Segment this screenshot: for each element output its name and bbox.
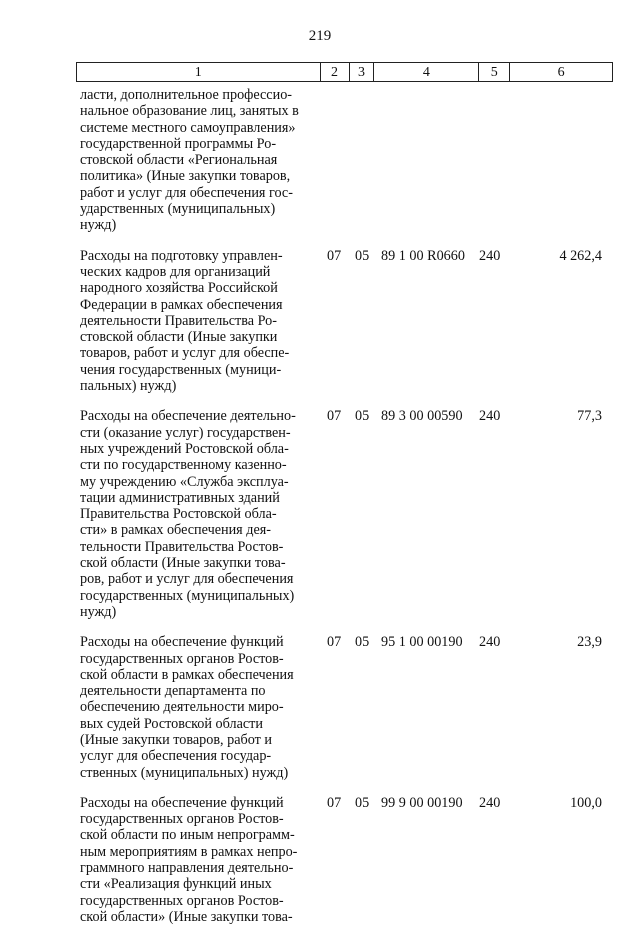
description-line: нужд)	[80, 217, 117, 234]
description-line: нальное образование лиц, занятых в	[80, 103, 299, 120]
description-line: ным мероприятиям в рамках непро-	[80, 843, 298, 860]
amount: 77,3	[577, 408, 602, 425]
target-article-code: 89 3 00 00590	[381, 408, 463, 425]
amount: 23,9	[577, 634, 602, 651]
description-line: сти (оказание услуг) государствен-	[80, 424, 291, 441]
description-line: ской области в рамках обеспечения	[80, 666, 294, 683]
row-description	[80, 408, 315, 620]
table-header	[76, 62, 613, 82]
description-line: граммного направления деятельно-	[80, 860, 294, 877]
column-header-4: 4	[374, 63, 479, 81]
description-line: ской области по иным непрограмм-	[80, 827, 295, 844]
expense-type-code: 240	[479, 794, 501, 811]
target-article-code	[381, 87, 479, 234]
description-line: Расходы на обеспечение функций	[80, 794, 284, 811]
table-row	[80, 248, 620, 395]
expense-type-code: 240	[479, 247, 501, 264]
description-line: ской области (Иные закупки това-	[80, 555, 286, 572]
table-row	[80, 795, 620, 925]
description-line: работ и услуг для обеспечения гос-	[80, 184, 293, 201]
description-line: Расходы на обеспечение деятельно-	[80, 408, 296, 425]
table-body	[80, 87, 620, 939]
description-line: ской области» (Иные закупки това-	[80, 908, 293, 925]
description-line: услуг для обеспечения государ-	[80, 748, 272, 765]
description-line: Правительства Ростовской обла-	[80, 506, 277, 523]
table-row	[80, 87, 620, 234]
description-line: обеспечению деятельности миро-	[80, 699, 284, 716]
description-line: деятельности Правительства Ро-	[80, 312, 277, 329]
description-line: сти «Реализация функций иных	[80, 876, 272, 893]
description-line: товаров, работ и услуг для обеспе-	[80, 345, 290, 362]
table-row	[80, 634, 620, 781]
description-line: му учреждению «Служба эксплуа-	[80, 473, 289, 490]
description-line: ударственных (муниципальных)	[80, 201, 276, 218]
row-description	[80, 248, 315, 395]
column-header-3: 3	[350, 63, 375, 81]
description-line: сти по государственному казенно-	[80, 457, 287, 474]
description-line: сти» в рамках обеспечения дея-	[80, 522, 272, 539]
table-row	[80, 408, 620, 620]
description-line: нужд)	[80, 603, 117, 620]
subsection-code: 05	[355, 794, 370, 811]
description-line: чения государственных (муници-	[80, 361, 282, 378]
row-description	[80, 87, 315, 234]
subsection-code: 05	[355, 634, 370, 651]
description-line: ственных (муниципальных) нужд)	[80, 764, 289, 781]
section-code: 07	[327, 247, 342, 264]
section-code	[327, 87, 355, 234]
description-line: Расходы на обеспечение функций	[80, 634, 284, 651]
subsection-code	[355, 87, 381, 234]
description-line: государственной программы Ро-	[80, 135, 277, 152]
amount: 4 262,4	[559, 247, 602, 264]
description-line: государственных органов Ростов-	[80, 892, 284, 909]
expense-type-code: 240	[479, 408, 501, 425]
description-line: ческих кадров для организаций	[80, 263, 271, 280]
description-line: политика» (Иные закупки товаров,	[80, 168, 291, 185]
description-line: Федерации в рамках обеспечения	[80, 296, 283, 313]
description-line: тельности Правительства Ростов-	[80, 538, 284, 555]
row-description	[80, 795, 315, 925]
description-line: деятельности департамента по	[80, 683, 266, 700]
amount	[509, 87, 602, 234]
section-code: 07	[327, 634, 342, 651]
description-line: ласти, дополнительное профессио-	[80, 87, 293, 103]
description-line: ных учреждений Ростовской обла-	[80, 440, 289, 457]
expense-type-code	[479, 87, 509, 234]
description-line: вых судей Ростовской области	[80, 715, 263, 732]
column-header-6: 6	[510, 63, 613, 81]
description-line: ров, работ и услуг для обеспечения	[80, 571, 294, 588]
subsection-code: 05	[355, 247, 370, 264]
description-line: пальных) нужд)	[80, 378, 177, 395]
description-line: государственных (муниципальных)	[80, 587, 295, 604]
section-code: 07	[327, 408, 342, 425]
row-description	[80, 634, 315, 781]
description-line: государственных органов Ростов-	[80, 811, 284, 828]
target-article-code: 99 9 00 00190	[381, 794, 463, 811]
description-line: государственных органов Ростов-	[80, 650, 284, 667]
description-line: (Иные закупки товаров, работ и	[80, 731, 273, 748]
description-line: стовской области (Иные закупки	[80, 329, 278, 346]
description-line: стовской области «Региональная	[80, 152, 278, 169]
description-line: Расходы на подготовку управлен-	[80, 247, 283, 264]
expense-type-code: 240	[479, 634, 501, 651]
column-header-1: 1	[77, 63, 321, 81]
description-line: тации административных зданий	[80, 489, 280, 506]
description-line: народного хозяйства Российской	[80, 280, 278, 297]
target-article-code: 89 1 00 R0660	[381, 247, 465, 264]
description-line: системе местного самоуправления»	[80, 119, 296, 136]
column-header-2: 2	[321, 63, 350, 81]
column-header-5: 5	[479, 63, 510, 81]
subsection-code: 05	[355, 408, 370, 425]
amount: 100,0	[570, 794, 602, 811]
page-number: 219	[308, 28, 332, 44]
section-code: 07	[327, 794, 342, 811]
target-article-code: 95 1 00 00190	[381, 634, 463, 651]
